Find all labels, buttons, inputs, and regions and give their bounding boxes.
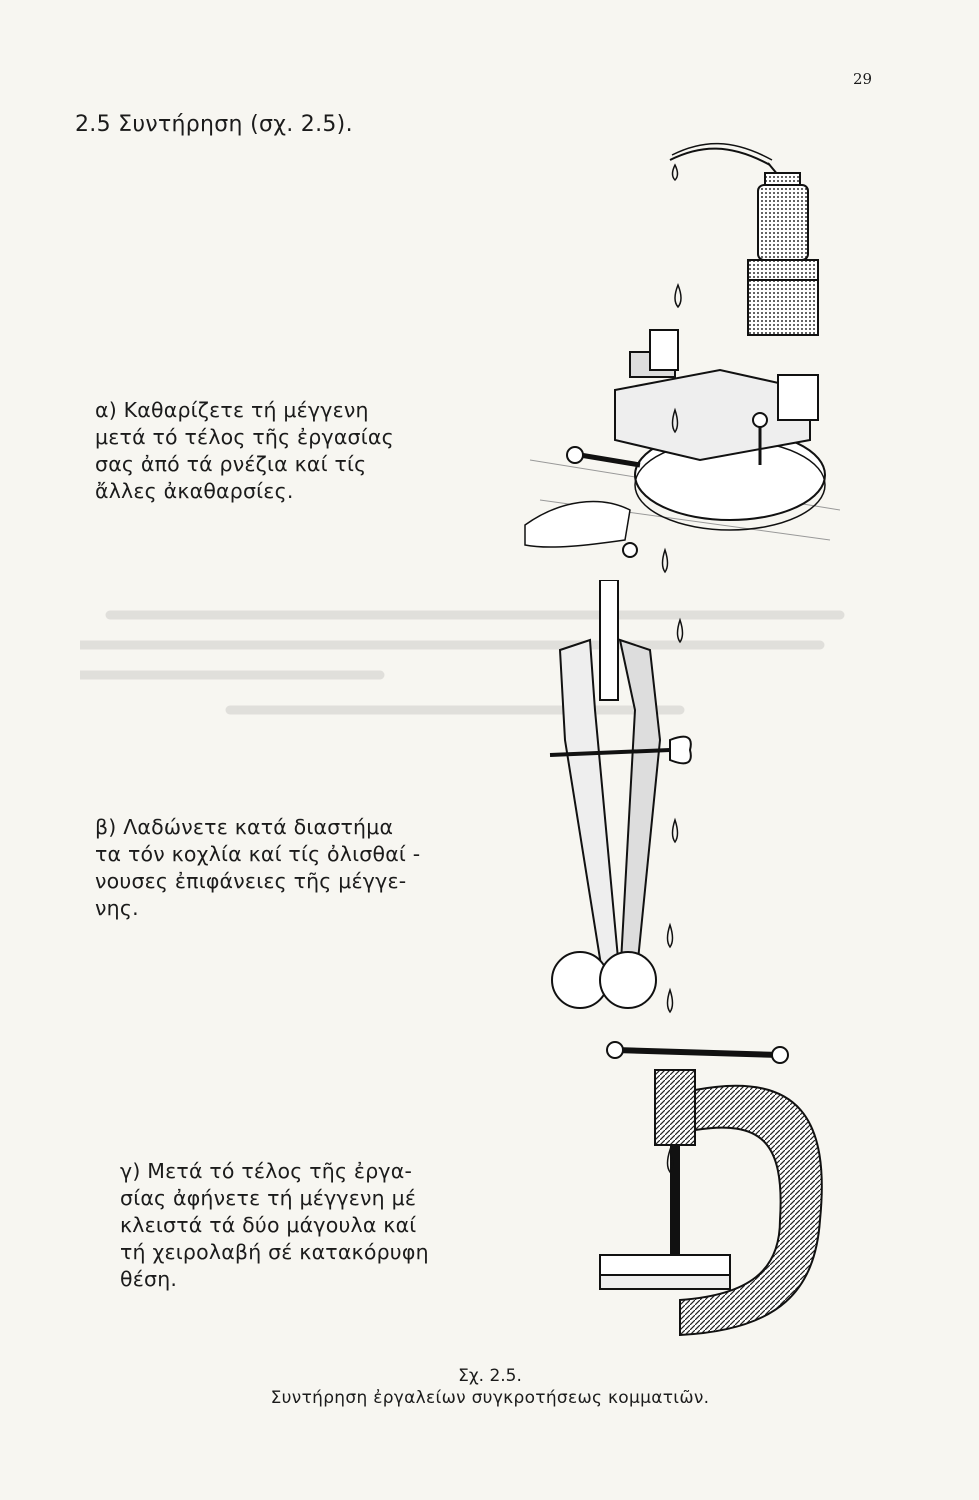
bench-vise-icon (520, 280, 840, 580)
hand-vise-icon (520, 580, 760, 1050)
figure-caption (240, 1365, 740, 1409)
paragraph-b: β) Λαδώνετε κατά διαστήμα τα τόν κοχλία καί τίς ὀλισθαί - νουσες ἐπιφάνειες τῆς μέγγε- νης. (95, 815, 421, 920)
caption-number: Σχ. 2.5. (458, 1366, 522, 1386)
paragraph-a: α) Καθαρίζετε τή μέγγενη μετά τό τέλος τῆς ἐργασίας σας ἀπό τά ρνέζια καί τίς ἄλλες ἀκαθαρσίες. (95, 398, 394, 503)
page-number: 29 (853, 70, 873, 88)
c-clamp-icon (570, 1030, 840, 1350)
section-title: 2.5 Συντήρηση (σχ. 2.5). (75, 112, 353, 137)
paragraph-c: γ) Μετά τό τέλος τῆς ἐργα- σίας ἀφήνετε τή μέγγενη μέ κλειστά τά δύο μάγουλα καί τή χειρολαβή σέ κατακόρυφη θέση. (120, 1159, 429, 1291)
caption-text: Συντήρηση ἐργαλείων συγκροτήσεως κομματιῶν. (270, 1388, 710, 1408)
